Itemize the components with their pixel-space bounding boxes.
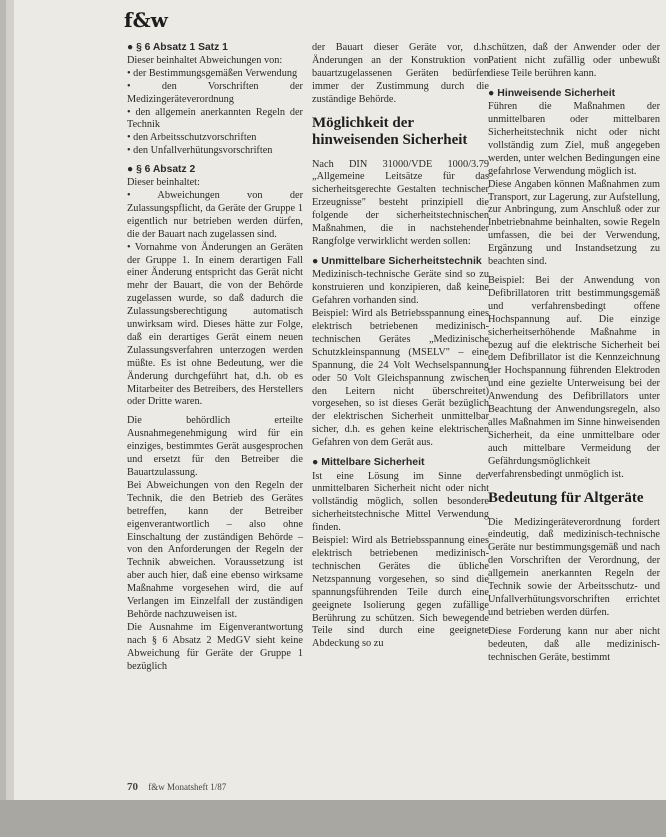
list-item: • Abweichungen von der Zulassungspflicht, da Geräte der Gruppe 1 eigentlich nur betrieben werden dürfen, die der Bauart nach zugelassen sind.: [127, 189, 303, 240]
paragraph: Diese Forderung kann nur aber nicht bedeuten, daß alle medizinisch-technischen Geräte, bestimmt: [488, 625, 660, 663]
paragraph: Diese Angaben können Maßnahmen zum Transport, zur Lagerung, zur Aufstellung, zur Anbringung, zum Anschluß oder zur Inbetriebnahme beinhalten, sowie Regeln umfassen, die bei der Verwendung, Ergänzung und Instandsetzung zu beachten sind.: [488, 178, 660, 268]
paragraph: Nach DIN 31000/VDE 1000/3.79 „Allgemeine Leitsätze für das sicherheitsgerechte Gestalten technischer Erzeugnisse" besteht prinzipiell die folgende der sicherheitstechnischen Maßnahmen, die in nachstehender Rangfolge verwirklicht werden sollen:: [312, 158, 489, 247]
page-footer: [127, 781, 226, 793]
column-3: [488, 42, 660, 664]
journal-logo: f&w: [124, 8, 168, 32]
section-heading: ● § 6 Absatz 1 Satz 1: [127, 42, 228, 53]
paragraph: Die behördlich erteilte Ausnahmegenehmigung wird für ein einziges, bestimmtes Gerät ausgesprochen und ersetzt für den Betreiber die Bauartzulassung.: [127, 415, 303, 478]
list-item: • den Arbeitsschutzvorschriften: [127, 132, 257, 144]
article-subheading: Bedeutung für Altgeräte: [488, 489, 644, 506]
scan-background: [0, 800, 666, 837]
list-item: • Vornahme von Änderungen an Geräten der Gruppe 1. In einem derartigen Fall einer Änderung entspricht das Gerät nicht mehr der Bauart, die von der Behörde zugelassen wurde, so daß dadurch die Zulassungsberechtigung automatisch unwirksam wird. Dieses hätte zur Folge, daß ein derartiges Gerät einem neuen Zulassungsverfahren unterzogen werden müßte. Es ist ohne Bedeutung, wer die Änderung durchgeführt hat, d.h. ob es Mitarbeiter des Betreibers, des Herstellers oder Dritte waren.: [127, 241, 303, 408]
list-item: • den Vorschriften der Medizingeräteverordnung: [127, 80, 303, 105]
list-item: • den allgemein anerkannten Regeln der Technik: [127, 106, 303, 131]
section-heading: ● Hinweisende Sicherheit: [488, 86, 616, 99]
page-number: 70: [127, 781, 138, 793]
paragraph: schützen, daß der Anwender oder der Patient nicht zufällig oder unbewußt diese Teile berühren kann.: [488, 42, 660, 79]
paragraph: Ist eine Lösung im Sinne der unmittelbaren Sicherheit nicht oder nicht vollständig möglich, sollen besondere sicherheitstechnische Mittel Verwendung finden.: [312, 470, 489, 534]
column-1: [127, 42, 303, 674]
paragraph: der Bauart dieser Geräte vor, d.h. Änderungen an der Konstruktion von bauartzugelassenen Geräten bedürfen immer der Zustimmung durch die zuständige Behörde.: [312, 42, 489, 105]
list-item: • den Unfallverhütungsvorschriften: [127, 145, 273, 157]
paragraph: Die Medizingeräteverordnung fordert eindeutig, daß medizinisch-technische Geräte nur bestimmungsgemäß und nach den Vorschriften der Verordnung, der allgemein anerkannten Regeln der Technik sowie der Arbeitsschutz- und Unfallverhütungsvorschriften errichtet und betrieben werden dürfen.: [488, 516, 660, 618]
paragraph: Dieser beinhaltet Abweichungen von:: [127, 54, 283, 66]
section-heading: ● Unmittelbare Sicherheitstechnik: [312, 254, 482, 267]
paragraph: Die Ausnahme im Eigenverantwortung nach § 6 Absatz 2 MedGV sieht keine Abweichung für Geräte der Gruppe 1 bezüglich: [127, 621, 303, 672]
paragraph: Beispiel: Wird als Betriebsspannung eines elektrisch betriebenen medizinisch-technischen Gerätes „Medizinische Schutzkleinspannung (MSELV" – eine Spannung, die 24 Volt Wechselspannung oder 50 Volt Gleichspannung zwischen den Leitern nicht überschreitet) vorgesehen, so ist dieses Gerät bezüglich der elektrischen Sicherheit unmittelbar sicher, d.h. es gehen keine elektrischen Gefahren von dem Gerät aus.: [312, 308, 489, 449]
page-spine-shadow: [6, 0, 14, 800]
column-2: [312, 42, 489, 651]
paragraph: Beispiel: Wird als Betriebsspannung eines elektrisch betriebenen medizinisch-technischen Gerätes die übliche Netzspannung vorgesehen, so sind die spannungsführenden Teile durch eine geeignete Isolierung gegen zufällige Berührung zu schützen. Sich bewegende Teile sind durch eine geeignete Abdeckung so zu: [312, 535, 489, 650]
paragraph: Bei Abweichungen von den Regeln der Technik, die den Betrieb des Gerätes betreffen, kann der Betreiber eigenverantwortlich – also ohne Einschaltung der zuständigen Behörde – von den Anforderungen der Regeln der Technik abweichen. Voraussetzung ist aber auch hier, daß eine ebenso wirksame Maßnahme vorgesehen wird, die auf Verlangen im Einzelfall der zuständigen Behörde nachzuweisen ist.: [127, 479, 303, 620]
section-heading: ● § 6 Absatz 2: [127, 164, 196, 176]
article-subheading: Möglichkeit der hinweisenden Sicherheit: [312, 114, 468, 148]
journal-reference: f&w Monatsheft 1/87: [148, 782, 227, 792]
paragraph: Beispiel: Bei der Anwendung von Defibrillatoren tritt bestimmungsgemäß und verfahrensbedingt offene Hochspannung auf. Die einzige sicherheitserhöhende Maßnahme in bezug auf die elektrische Sicherheit bei dem Defibrillator ist die Kennzeichnung der Hochspannung führenden Elektroden und eine gezielte Unterweisung bei der Anwendung des Defibrillators unter Beachtung der Anwendungsregeln, also alles Maßnahmen im Sinne hinweisenden Sicherheit, da eine unmittelbare oder auch mittelbare Vermeidung der Gefährdungsmöglichkeit verfahrensbedingt unmöglich ist.: [488, 275, 660, 480]
list-item: • der Bestimmungsgemäßen Verwendung: [127, 67, 298, 79]
section-heading: ● Mittelbare Sicherheit: [312, 456, 425, 469]
document-page: [6, 0, 666, 800]
paragraph: Dieser beinhaltet:: [127, 177, 200, 189]
paragraph: Medizinisch-technische Geräte sind so zu konstruieren und konzipieren, daß keine Gefahren vorhanden sind.: [312, 269, 489, 307]
paragraph: Führen die Maßnahmen der unmittelbaren oder mittelbaren Sicherheitstechnik nicht oder nicht vollständig zum Ziel, muß angegeben werden, unter welchen Bedingungen eine gefahrlose Verwendung möglich ist.: [488, 101, 660, 177]
